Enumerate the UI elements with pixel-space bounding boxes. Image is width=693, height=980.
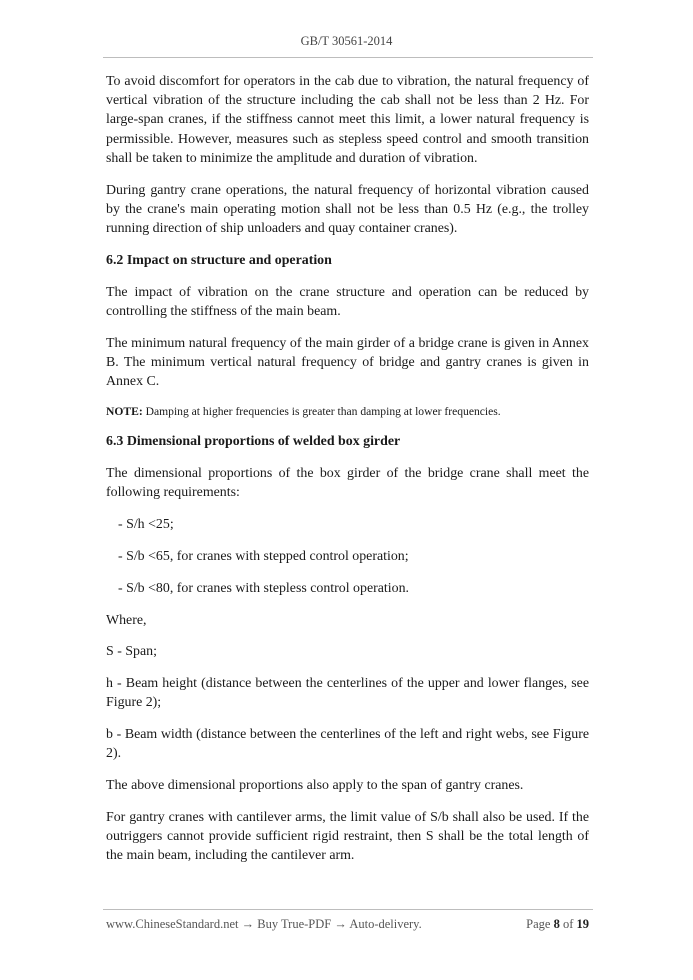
definition-item: b - Beam width (distance between the centerlines of the left and right webs, see Figure 2). xyxy=(106,727,589,762)
paragraph-stiffness: The impact of vibration on the crane structure and operation can be reduced by controlling the stiffness of the main beam. xyxy=(106,284,589,319)
requirement-item: - S/h <25; xyxy=(118,517,174,533)
footer-divider xyxy=(103,909,593,910)
paragraph-requirements-intro: The dimensional proportions of the box girder of the bridge crane shall meet the following requirements: xyxy=(106,466,589,501)
total-pages: 19 xyxy=(576,917,589,931)
arrow-right-icon: → xyxy=(238,917,258,931)
paragraph-cantilever: For gantry cranes with cantilever arms, the limit value of S/b shall also be used. If the outriggers cannot provide sufficient rigid restraint, then S shall be the total length of the main beam, including the cantilever arm. xyxy=(106,809,589,864)
requirement-item: - S/b <65, for cranes with stepped control operation; xyxy=(118,549,409,564)
page-content xyxy=(106,72,589,866)
section-heading-6-2: 6.2 Impact on structure and operation xyxy=(106,252,332,268)
paragraph-cab-vibration: To avoid discomfort for operators in the cab due to vibration, the natural frequency of vertical vibration of the structure including the cab shall not be less than 2 Hz. For large-span cranes, if the stiffness cannot meet this limit, a lower natural frequency is permissible. However, measures such as stepless speed control and smooth transition shall be taken to minimize the amplitude and duration of vibration. xyxy=(106,74,589,166)
note xyxy=(106,404,589,420)
current-page: 8 xyxy=(553,917,560,931)
note-label: NOTE: xyxy=(106,404,143,418)
requirement-item: - S/b <80, for cranes with stepless control operation. xyxy=(118,580,409,596)
paragraph-annex-reference: The minimum natural frequency of the main girder of a bridge crane is given in Annex B. The minimum vertical natural frequency of bridge and gantry cranes is given in Annex C. xyxy=(106,335,589,390)
paragraph-where: Where, xyxy=(106,612,147,628)
auto-delivery-text: Auto-delivery. xyxy=(349,917,422,931)
paragraph-gantry-span: The above dimensional proportions also apply to the span of gantry cranes. xyxy=(106,778,524,794)
header-divider xyxy=(103,57,593,58)
definition-item: S - Span; xyxy=(106,644,157,660)
note-text: Damping at higher frequencies is greater than damping at lower frequencies. xyxy=(142,404,501,418)
page-number: Page 8 of 19 xyxy=(526,917,589,931)
buy-pdf-link[interactable]: Buy True-PDF xyxy=(257,917,332,931)
paragraph-horizontal-vibration: During gantry crane operations, the natural frequency of horizontal vibration caused by the crane's main operating motion shall not be less than 0.5 Hz (e.g., the trolley running direction of ship unloaders and quay container cranes). xyxy=(106,182,589,237)
site-link[interactable]: www.ChineseStandard.net xyxy=(106,917,239,931)
arrow-right-icon: → xyxy=(331,917,350,931)
footer-links xyxy=(106,917,422,932)
section-heading-6-3: 6.3 Dimensional proportions of welded box girder xyxy=(106,434,401,450)
definition-item: h - Beam height (distance between the centerlines of the upper and lower flanges, see Figure 2); xyxy=(106,676,589,711)
document-id-header: GB/T 30561-2014 xyxy=(300,34,393,48)
